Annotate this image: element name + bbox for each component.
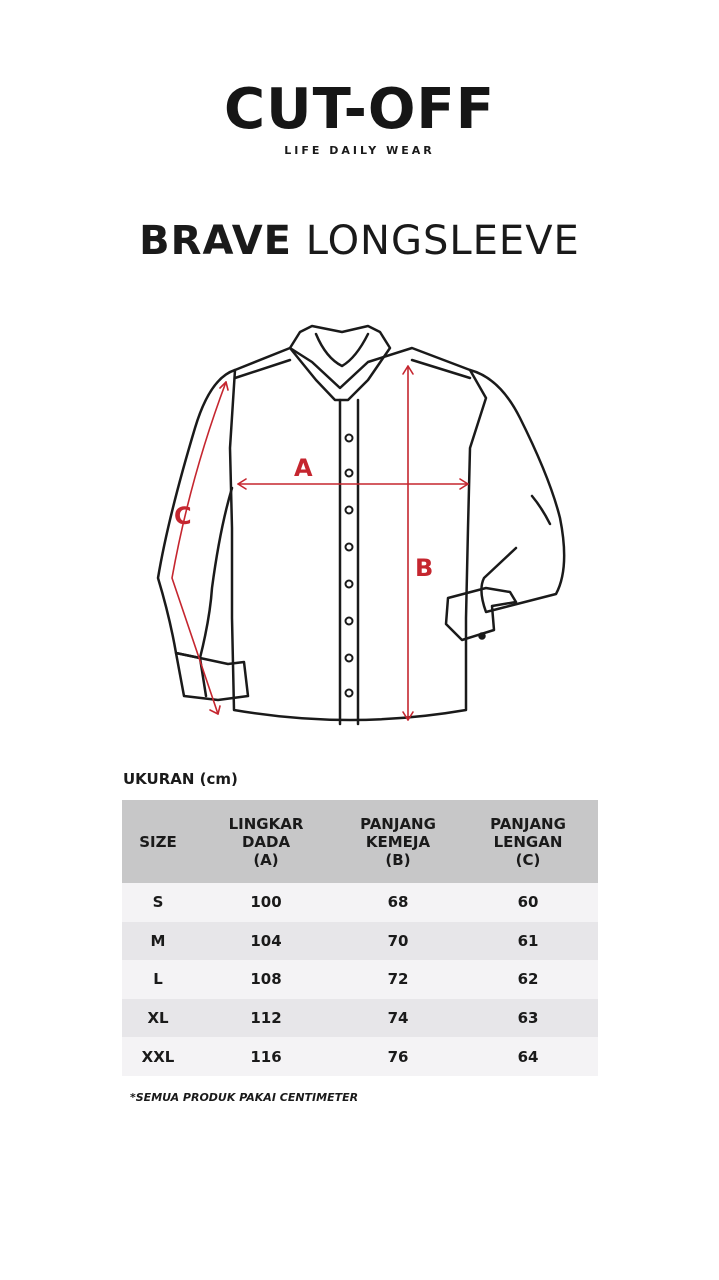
product-title-light: LONGSLEEVE — [305, 218, 580, 264]
cell-length: 74 — [338, 999, 458, 1038]
header-sleeve: PANJANG LENGAN (C) — [458, 800, 598, 883]
product-title — [0, 214, 719, 268]
cell-sleeve: 64 — [458, 1037, 598, 1076]
size-chart-table — [122, 800, 598, 1076]
cell-length: 76 — [338, 1037, 458, 1076]
shirt-diagram — [140, 318, 580, 738]
table-row — [122, 960, 598, 999]
brand-logo — [0, 78, 719, 157]
table-row — [122, 999, 598, 1038]
cell-size: XXL — [122, 1037, 194, 1076]
cell-size: S — [122, 883, 194, 922]
cell-chest: 100 — [194, 883, 338, 922]
cell-size: M — [122, 922, 194, 961]
yoke-right — [412, 360, 470, 378]
table-row — [122, 883, 598, 922]
table-header-row — [122, 800, 598, 883]
cell-sleeve: 60 — [458, 883, 598, 922]
header-length: PANJANG KEMEJA (B) — [338, 800, 458, 883]
collar-opening — [316, 334, 368, 366]
logo-wordmark: CUT-OFF — [224, 77, 495, 142]
cell-sleeve: 62 — [458, 960, 598, 999]
footnote: *SEMUA PRODUK PAKAI CENTIMETER — [130, 1091, 359, 1104]
cell-chest: 104 — [194, 922, 338, 961]
header-chest: LINGKAR DADA (A) — [194, 800, 338, 883]
left-cuff — [176, 653, 248, 700]
header-size: SIZE — [122, 800, 194, 883]
table-row — [122, 922, 598, 961]
product-title-bold: BRAVE — [139, 218, 292, 264]
cell-sleeve: 61 — [458, 922, 598, 961]
label-b: B — [415, 554, 434, 582]
table-row — [122, 1037, 598, 1076]
measure-arrows — [172, 366, 468, 720]
cell-length: 68 — [338, 883, 458, 922]
label-c: C — [174, 502, 192, 530]
label-a: A — [294, 454, 313, 482]
cell-chest: 116 — [194, 1037, 338, 1076]
cell-chest: 108 — [194, 960, 338, 999]
cell-size: L — [122, 960, 194, 999]
logo-tagline: LIFE DAILY WEAR — [284, 144, 435, 157]
cell-length: 70 — [338, 922, 458, 961]
yoke-left — [235, 360, 290, 378]
left-sleeve — [158, 370, 235, 658]
shirt-buttons — [346, 435, 353, 697]
size-table-caption: UKURAN (cm) — [123, 770, 238, 788]
cell-size: XL — [122, 999, 194, 1038]
cell-sleeve: 63 — [458, 999, 598, 1038]
cell-length: 72 — [338, 960, 458, 999]
cell-chest: 112 — [194, 999, 338, 1038]
